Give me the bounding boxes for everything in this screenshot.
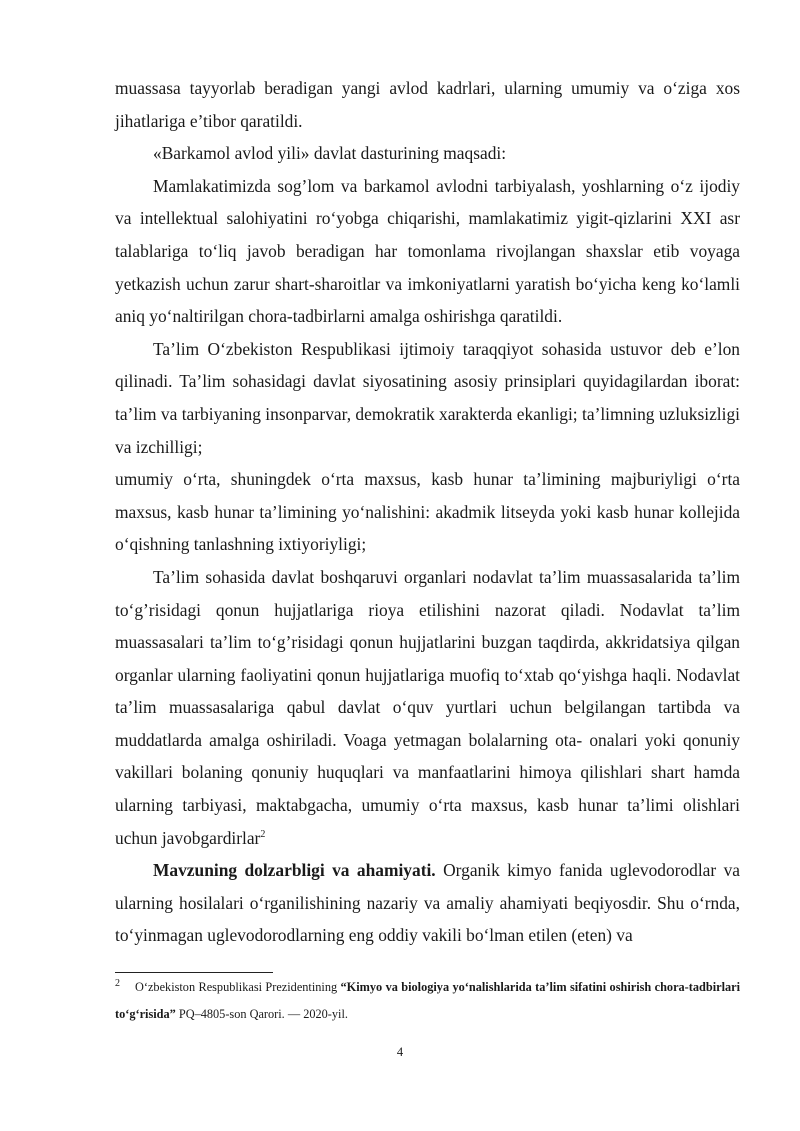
page-number: 4 bbox=[396, 1045, 404, 1059]
footnote-title: “Kimyo va biologiya yo‘nalishlarida ta’lim sifatini oshirish chora-tadbirlari to‘g‘risida” bbox=[115, 980, 741, 1021]
footnote-divider bbox=[115, 972, 273, 973]
paragraph-5: umumiy o‘rta, shuningdek o‘rta maxsus, kasb hunar ta’limining majburiyligi o‘rta maxsus, kasb hunar ta’limining yo‘nalishini: akadmik litseyda yoki kasb hunar kollejida o‘qishning tanlashning ixtiyoriyligi; bbox=[115, 469, 740, 555]
paragraph-4: Ta’lim O‘zbekiston Respublikasi ijtimoiy taraqqiyot sohasida ustuvor deb e’lon qilinadi. Ta’lim sohasidagi davlat siyosatining asosiy prinsiplari quyidagilardan iborat: ta’lim va tarbiyaning insonparvar, demokratik xarakterda ekanligi; ta’limning uzluksizligi va izchilligi; bbox=[115, 338, 740, 457]
section-heading-inline: Mavzuning dolzarbligi va ahamiyati. bbox=[153, 860, 436, 881]
paragraph-1: muassasa tayyorlab beradigan yangi avlod kadrlari, ularning umumiy va o‘ziga xos jihatlariga e’tibor qaratildi. bbox=[115, 78, 740, 131]
body-text bbox=[115, 72, 740, 952]
footnote-citation: PQ–4805-son Qarori. — 2020-yil. bbox=[175, 1007, 348, 1021]
paragraph-2: «Barkamol avlod yili» davlat dasturining maqsadi: bbox=[153, 143, 507, 164]
footnote-mark: 2 bbox=[115, 978, 120, 989]
footnote-text: O‘zbekiston Respublikasi Prezidentining bbox=[135, 980, 341, 994]
paragraph-3: Mamlakatimizda sog’lom va barkamol avlodni tarbiyalash, yoshlarning o‘z ijodiy va intellektual salohiyatini ro‘yobga chiqarishi, mamlakatimiz yigit-qizlarini XXI asr talablariga to‘liq javob beradigan har tomonlama rivojlangan shaxslar etib voyaga yetkazish uchun zarur shart-sharoitlar va imkoniyatlarni yaratish bo‘yicha keng ko‘lamli aniq yo‘naltirilgan chora-tadbirlarni amalga oshirishga qaratildi. bbox=[115, 175, 740, 327]
footnote-reference: 2 bbox=[260, 828, 266, 840]
footnote bbox=[115, 974, 740, 1028]
paragraph-6: Ta’lim sohasida davlat boshqaruvi organlari nodavlat ta’lim muassasalarida ta’lim to‘g’risidagi qonun hujjatlariga rioya etilishini nazorat qiladi. Nodavlat ta’lim muassasalari ta’lim to‘g’risidagi qonun hujjatlarini buzgan taqdirda, akkridatsiya qilgan organlar ularning faoliyatini qonun hujjatlariga muofiq to‘xtab qo‘yishga haqli. Nodavlat ta’lim muassasalariga qabul davlat o‘quv yurtlari uchun belgilangan tartibda va muddatlarda amalga oshiriladi. Voaga yetmagan bolalarning ota- onalari yoki qonuniy vakillari bolaning qonuniy huquqlari va manfaatlarini himoya qilishlari shart hamda ularning tarbiyasi, maktabgacha, umumiy o‘rta maxsus, kasb hunar ta’limi olishlari uchun javobgardirlar$^2$ bbox=[115, 566, 740, 848]
paragraph-7: Mavzuning dolzarbligi va ahamiyati. Organik kimyo fanida uglevodorodlar va ularning hosilalari o‘rganilishining nazariy va amaliy ahamiyati beqiyosdir. Shu o‘rnda, to‘yinmagan uglevodorodlarning eng oddiy vakili bo‘lman etilen (eten) va bbox=[115, 860, 741, 946]
